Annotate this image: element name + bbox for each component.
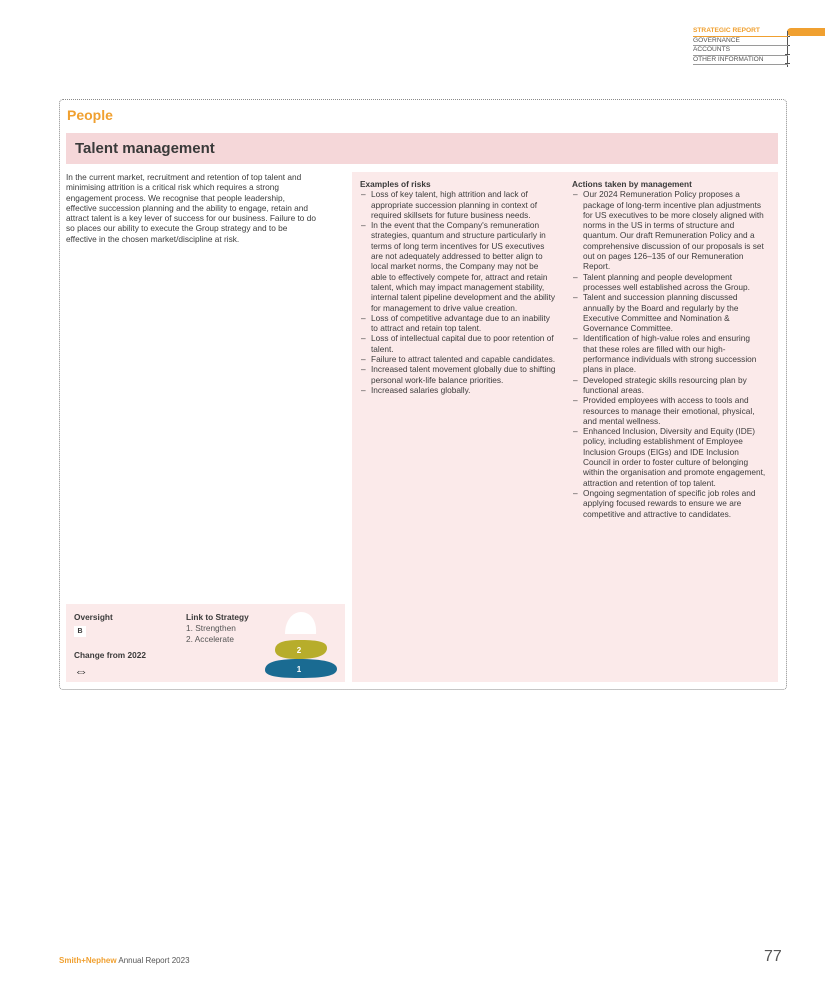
list-item: – Talent planning and people development processes well established across the Group. [572, 272, 766, 293]
nav-strategic-report[interactable]: STRATEGIC REPORT [693, 27, 788, 37]
risk-description: In the current market, recruitment and retention of top talent and minimising attrition is a critical risk which requires a strong engagement process. We recognise that people leadership, effective succession planning and the ability to engage, retain and attract talent is a key lever of success for our business. Failure to do so places our ability to execute the Group strategy and to be effective in the chosen market/discipline at risk. [66, 172, 316, 244]
list-item: – Talent and succession planning discussed annually by the Board and regularly by the Executive Committee and Nomination & Governance Committee. [572, 292, 766, 333]
stone-top-icon [285, 612, 316, 634]
list-item: – Loss of intellectual capital due to poor retention of talent. [360, 333, 556, 354]
strategy-label: Link to Strategy [186, 612, 249, 622]
list-item: – Loss of competitive advantage due to an inability to attract and retain top talent. [360, 313, 556, 334]
strategy-item-strengthen: 1. Strengthen [186, 623, 236, 633]
oversight-badge: B [74, 626, 86, 637]
risks-list [360, 189, 556, 395]
list-item: – Our 2024 Remuneration Policy proposes a package of long-term incentive plan adjustments for US executives to be more closely aligned with norms in the US in terms of structure and quantum. Our draft Remuneration Policy and a comprehensive discussion of our proposals is set out on pages 126–135 of our Remuneration Report. [572, 189, 766, 271]
strategy-item-accelerate: 2. Accelerate [186, 634, 234, 644]
page-number: 77 [764, 948, 782, 965]
list-item: – Failure to attract talented and capable candidates. [360, 354, 556, 364]
brand-name: Smith+Nephew [59, 956, 117, 965]
list-item: – In the event that the Company's remuneration strategies, quantum and structure particularly in terms of long term incentives for US executives are not adequately addressed to better align to local market norms, the Company may not be able to effectively compete for, attract and retain talent, which may impact management stability, internal talent pipeline development and the ability for management to drive value creation. [360, 220, 556, 313]
risk-title: Talent management [75, 140, 215, 157]
actions-list [572, 189, 766, 519]
list-item: – Loss of key talent, high attrition and lack of appropriate succession planning in context of required skillsets for future business needs. [360, 189, 556, 220]
list-item: – Increased salaries globally. [360, 385, 556, 395]
oversight-label: Oversight [74, 612, 113, 622]
list-item: – Ongoing segmentation of specific job roles and applying focused rewards to ensure we are competitive and attractive to candidates. [572, 488, 766, 519]
risks-heading: Examples of risks [360, 179, 431, 189]
oversight-panel [66, 604, 345, 682]
stone-label-1: 1 [296, 665, 302, 674]
list-item: – Increased talent movement globally due to shifting personal work-life balance priorities. [360, 364, 556, 385]
actions-column [572, 179, 766, 519]
strategy-stones-graphic [263, 608, 343, 680]
nav-active-tab [787, 28, 825, 36]
list-item: – Provided employees with access to tools and resources to manage their emotional, physical, and mental wellness. [572, 395, 766, 426]
two-way-arrow-icon: ⇔ [74, 663, 88, 679]
list-item: – Identification of high-value roles and ensuring that these roles are filled with our high-performance individuals with strong succession plans in place. [572, 333, 766, 374]
footer [59, 956, 190, 965]
stone-label-2: 2 [296, 646, 302, 655]
list-item: – Enhanced Inclusion, Diversity and Equity (IDE) policy, including establishment of Employee Inclusion Groups (EIGs) and IDE Inclusion Council in order to foster culture of belonging within the organisation and promote engagement, attraction and retention of top talent. [572, 426, 766, 488]
nav-other-information[interactable]: OTHER INFORMATION [693, 56, 788, 66]
section-title: People [67, 107, 113, 123]
nav-accounts[interactable]: ACCOUNTS [693, 46, 788, 56]
change-label: Change from 2022 [74, 650, 146, 660]
risks-column [360, 179, 556, 395]
section-navigation [693, 27, 788, 65]
nav-governance[interactable]: GOVERNANCE [693, 37, 788, 47]
risk-title-banner [66, 133, 778, 164]
report-name: Annual Report 2023 [116, 956, 190, 965]
list-item: – Developed strategic skills resourcing plan by functional areas. [572, 375, 766, 396]
actions-heading: Actions taken by management [572, 179, 692, 189]
